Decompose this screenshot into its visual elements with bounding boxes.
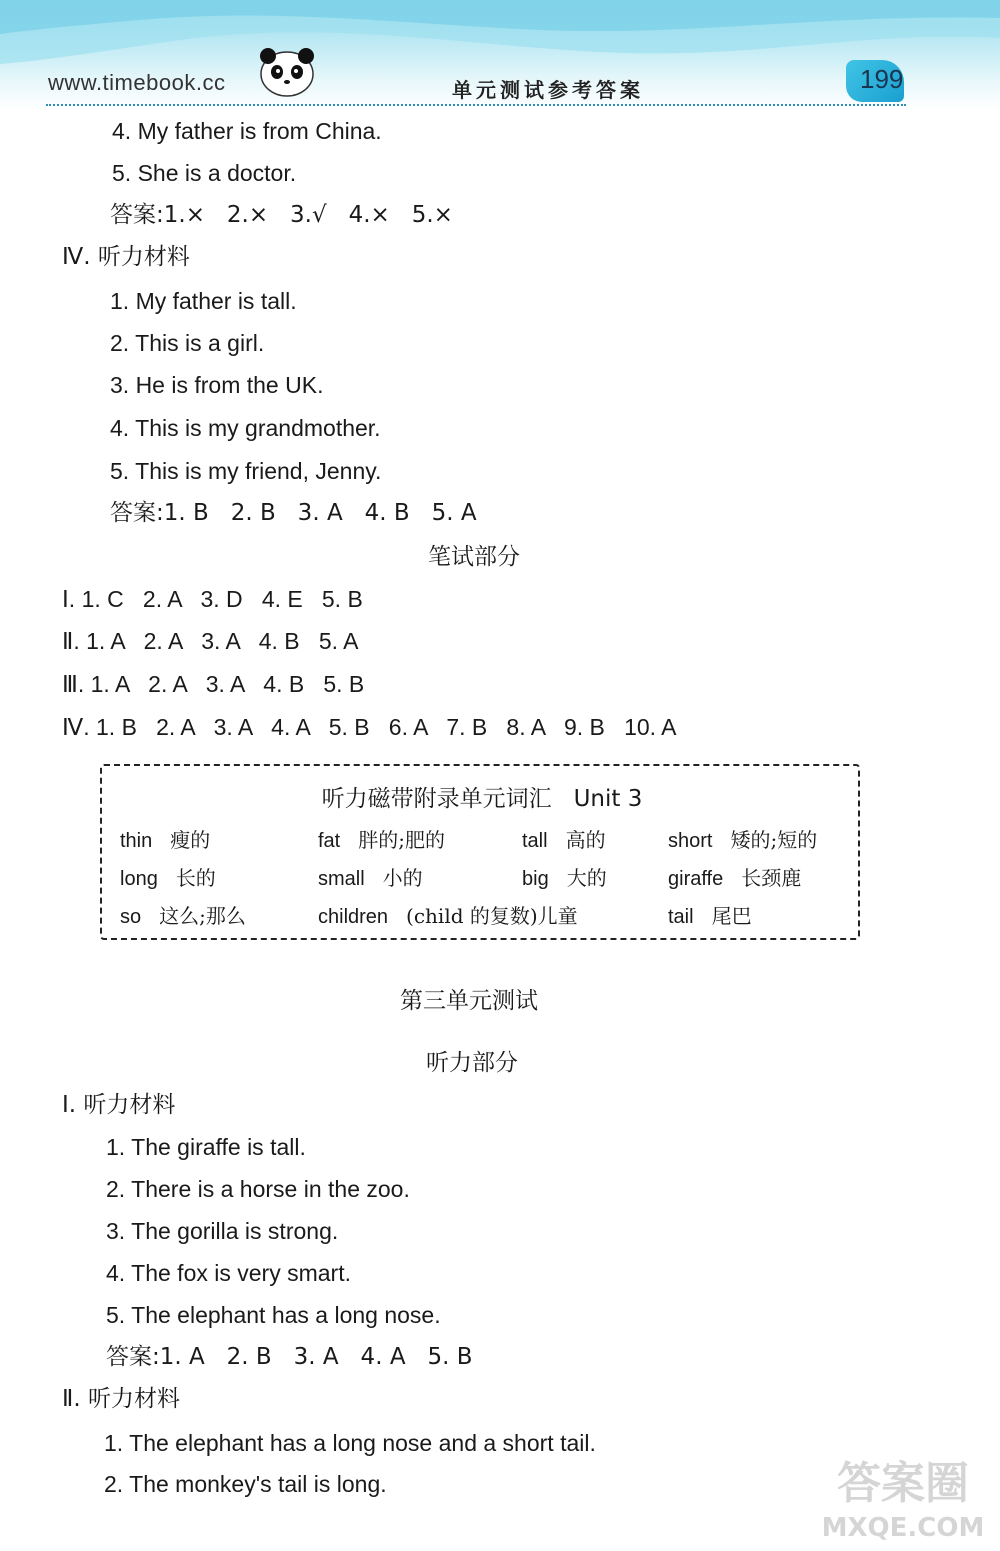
section-title: 笔试部分	[428, 544, 520, 570]
answer-line: 答案:1. B 2. B 3. A 4. B 5. A	[110, 500, 477, 526]
text-line: 5. This is my friend, Jenny.	[110, 458, 382, 484]
answer-row: Ⅱ. 1. A 2. A 3. A 4. B 5. A	[62, 628, 359, 654]
text-line: 5. The elephant has a long nose.	[106, 1302, 441, 1328]
text-line: 2. The monkey's tail is long.	[104, 1471, 387, 1497]
text-line: 1. My father is tall.	[110, 288, 297, 314]
vocab-entry: children (child 的复数)儿童	[318, 904, 578, 928]
vocab-entry: so 这么;那么	[120, 904, 246, 928]
text-line: 4. This is my grandmother.	[110, 415, 381, 441]
text-line: 3. He is from the UK.	[110, 372, 324, 398]
section-title: 听力部分	[426, 1050, 518, 1076]
site-url: www.timebook.cc	[48, 70, 226, 95]
vocab-entry: big 大的	[522, 866, 607, 890]
text-line: 4. The fox is very smart.	[106, 1260, 351, 1286]
text-line: 2. There is a horse in the zoo.	[106, 1176, 410, 1202]
section-heading: Ⅰ. 听力材料	[62, 1092, 176, 1118]
vocab-entry: small 小的	[318, 866, 423, 890]
answer-row: Ⅲ. 1. A 2. A 3. A 4. B 5. B	[62, 671, 365, 697]
vocab-entry: long 长的	[120, 866, 216, 890]
svg-text:MXQE.COM: MXQE.COM	[821, 1513, 985, 1543]
section-heading: Ⅱ. 听力材料	[62, 1386, 180, 1412]
answer-line: 答案:1. A 2. B 3. A 4. A 5. B	[106, 1344, 473, 1370]
unit-test-title: 第三单元测试	[400, 988, 538, 1014]
vocab-entry: tail 尾巴	[668, 904, 752, 928]
text-line: 5. She is a doctor.	[112, 160, 297, 186]
page-number: 199	[860, 64, 904, 94]
text-line: 4. My father is from China.	[112, 118, 382, 144]
answer-row: Ⅳ. 1. B 2. A 3. A 4. A 5. B 6. A 7. B 8. A 9. B 10. A	[62, 714, 677, 740]
panda-mascot-icon	[254, 44, 320, 100]
text-line: 1. The giraffe is tall.	[106, 1134, 306, 1160]
vocab-entry: giraffe 长颈鹿	[668, 866, 802, 890]
text-line: 3. The gorilla is strong.	[106, 1218, 339, 1244]
vocabulary-title: 听力磁带附录单元词汇 Unit 3	[321, 786, 643, 812]
answer-row: Ⅰ. 1. C 2. A 3. D 4. E 5. B	[62, 586, 363, 612]
text-line: 1. The elephant has a long nose and a short tail.	[104, 1430, 596, 1456]
text-line: 2. This is a girl.	[110, 330, 265, 356]
vocab-entry: short 矮的;短的	[668, 828, 818, 852]
answer-line: 答案:1.× 2.× 3.√ 4.× 5.×	[110, 202, 453, 228]
header-divider	[46, 104, 906, 106]
vocabulary-box	[100, 764, 860, 940]
header-title: 单元测试参考答案	[452, 78, 644, 102]
watermark-logo	[818, 1446, 988, 1546]
vocab-entry: thin 瘦的	[120, 828, 211, 852]
vocab-entry: fat 胖的;肥的	[318, 828, 445, 852]
section-heading: Ⅳ. 听力材料	[62, 244, 190, 270]
svg-text:答案圈: 答案圈	[837, 1458, 969, 1509]
vocab-entry: tall 高的	[522, 828, 606, 852]
